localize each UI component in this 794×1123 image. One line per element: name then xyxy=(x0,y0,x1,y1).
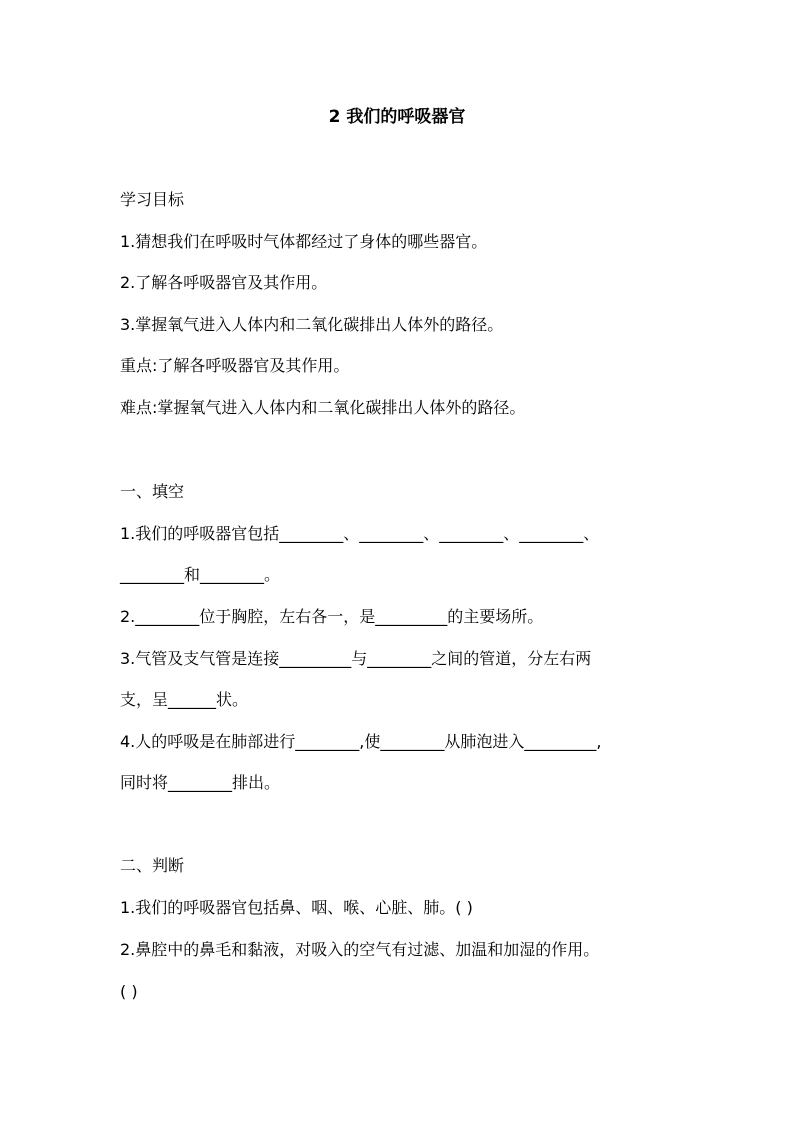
fill-question-3-line-2: 支，呈______状。 xyxy=(120,690,249,709)
objective-item-2: 2.了解各呼吸器官及其作用。 xyxy=(120,273,328,292)
fill-blank-heading: 一、填空 xyxy=(120,482,185,501)
judge-question-2-line-1: 2.鼻腔中的鼻毛和黏液，对吸入的空气有过滤、加温和加湿的作用。 xyxy=(120,940,600,959)
fill-question-4-line-1: 4.人的呼吸是在肺部进行________,使________从肺泡进入_________, xyxy=(120,732,602,751)
objective-item-3: 3.掌握氧气进入人体内和二氧化碳排出人体外的路径。 xyxy=(120,315,504,334)
objectives-heading: 学习目标 xyxy=(120,190,185,209)
objective-item-1: 1.猜想我们在呼吸时气体都经过了身体的哪些器官。 xyxy=(120,232,488,251)
judge-question-2-line-2: ( ) xyxy=(120,982,138,1001)
fill-question-1-line-1: 1.我们的呼吸器官包括________、________、________、________、 xyxy=(120,524,600,543)
key-point: 重点:了解各呼吸器官及其作用。 xyxy=(120,356,350,375)
page-title: 2 我们的呼吸器官 xyxy=(328,107,466,127)
fill-question-2: 2.________位于胸腔，左右各一，是_________的主要场所。 xyxy=(120,607,544,626)
judge-question-1: 1.我们的呼吸器官包括鼻、咽、喉、心脏、肺。( ) xyxy=(120,898,473,917)
difficult-point: 难点:掌握氧气进入人体内和二氧化碳排出人体外的路径。 xyxy=(120,398,526,417)
judge-heading: 二、判断 xyxy=(120,856,185,875)
fill-question-4-line-2: 同时将________排出。 xyxy=(120,773,281,792)
fill-question-1-line-2: ________和________。 xyxy=(120,565,281,584)
fill-question-3-line-1: 3.气管及支气管是连接_________与________之间的管道，分左右两 xyxy=(120,649,592,668)
